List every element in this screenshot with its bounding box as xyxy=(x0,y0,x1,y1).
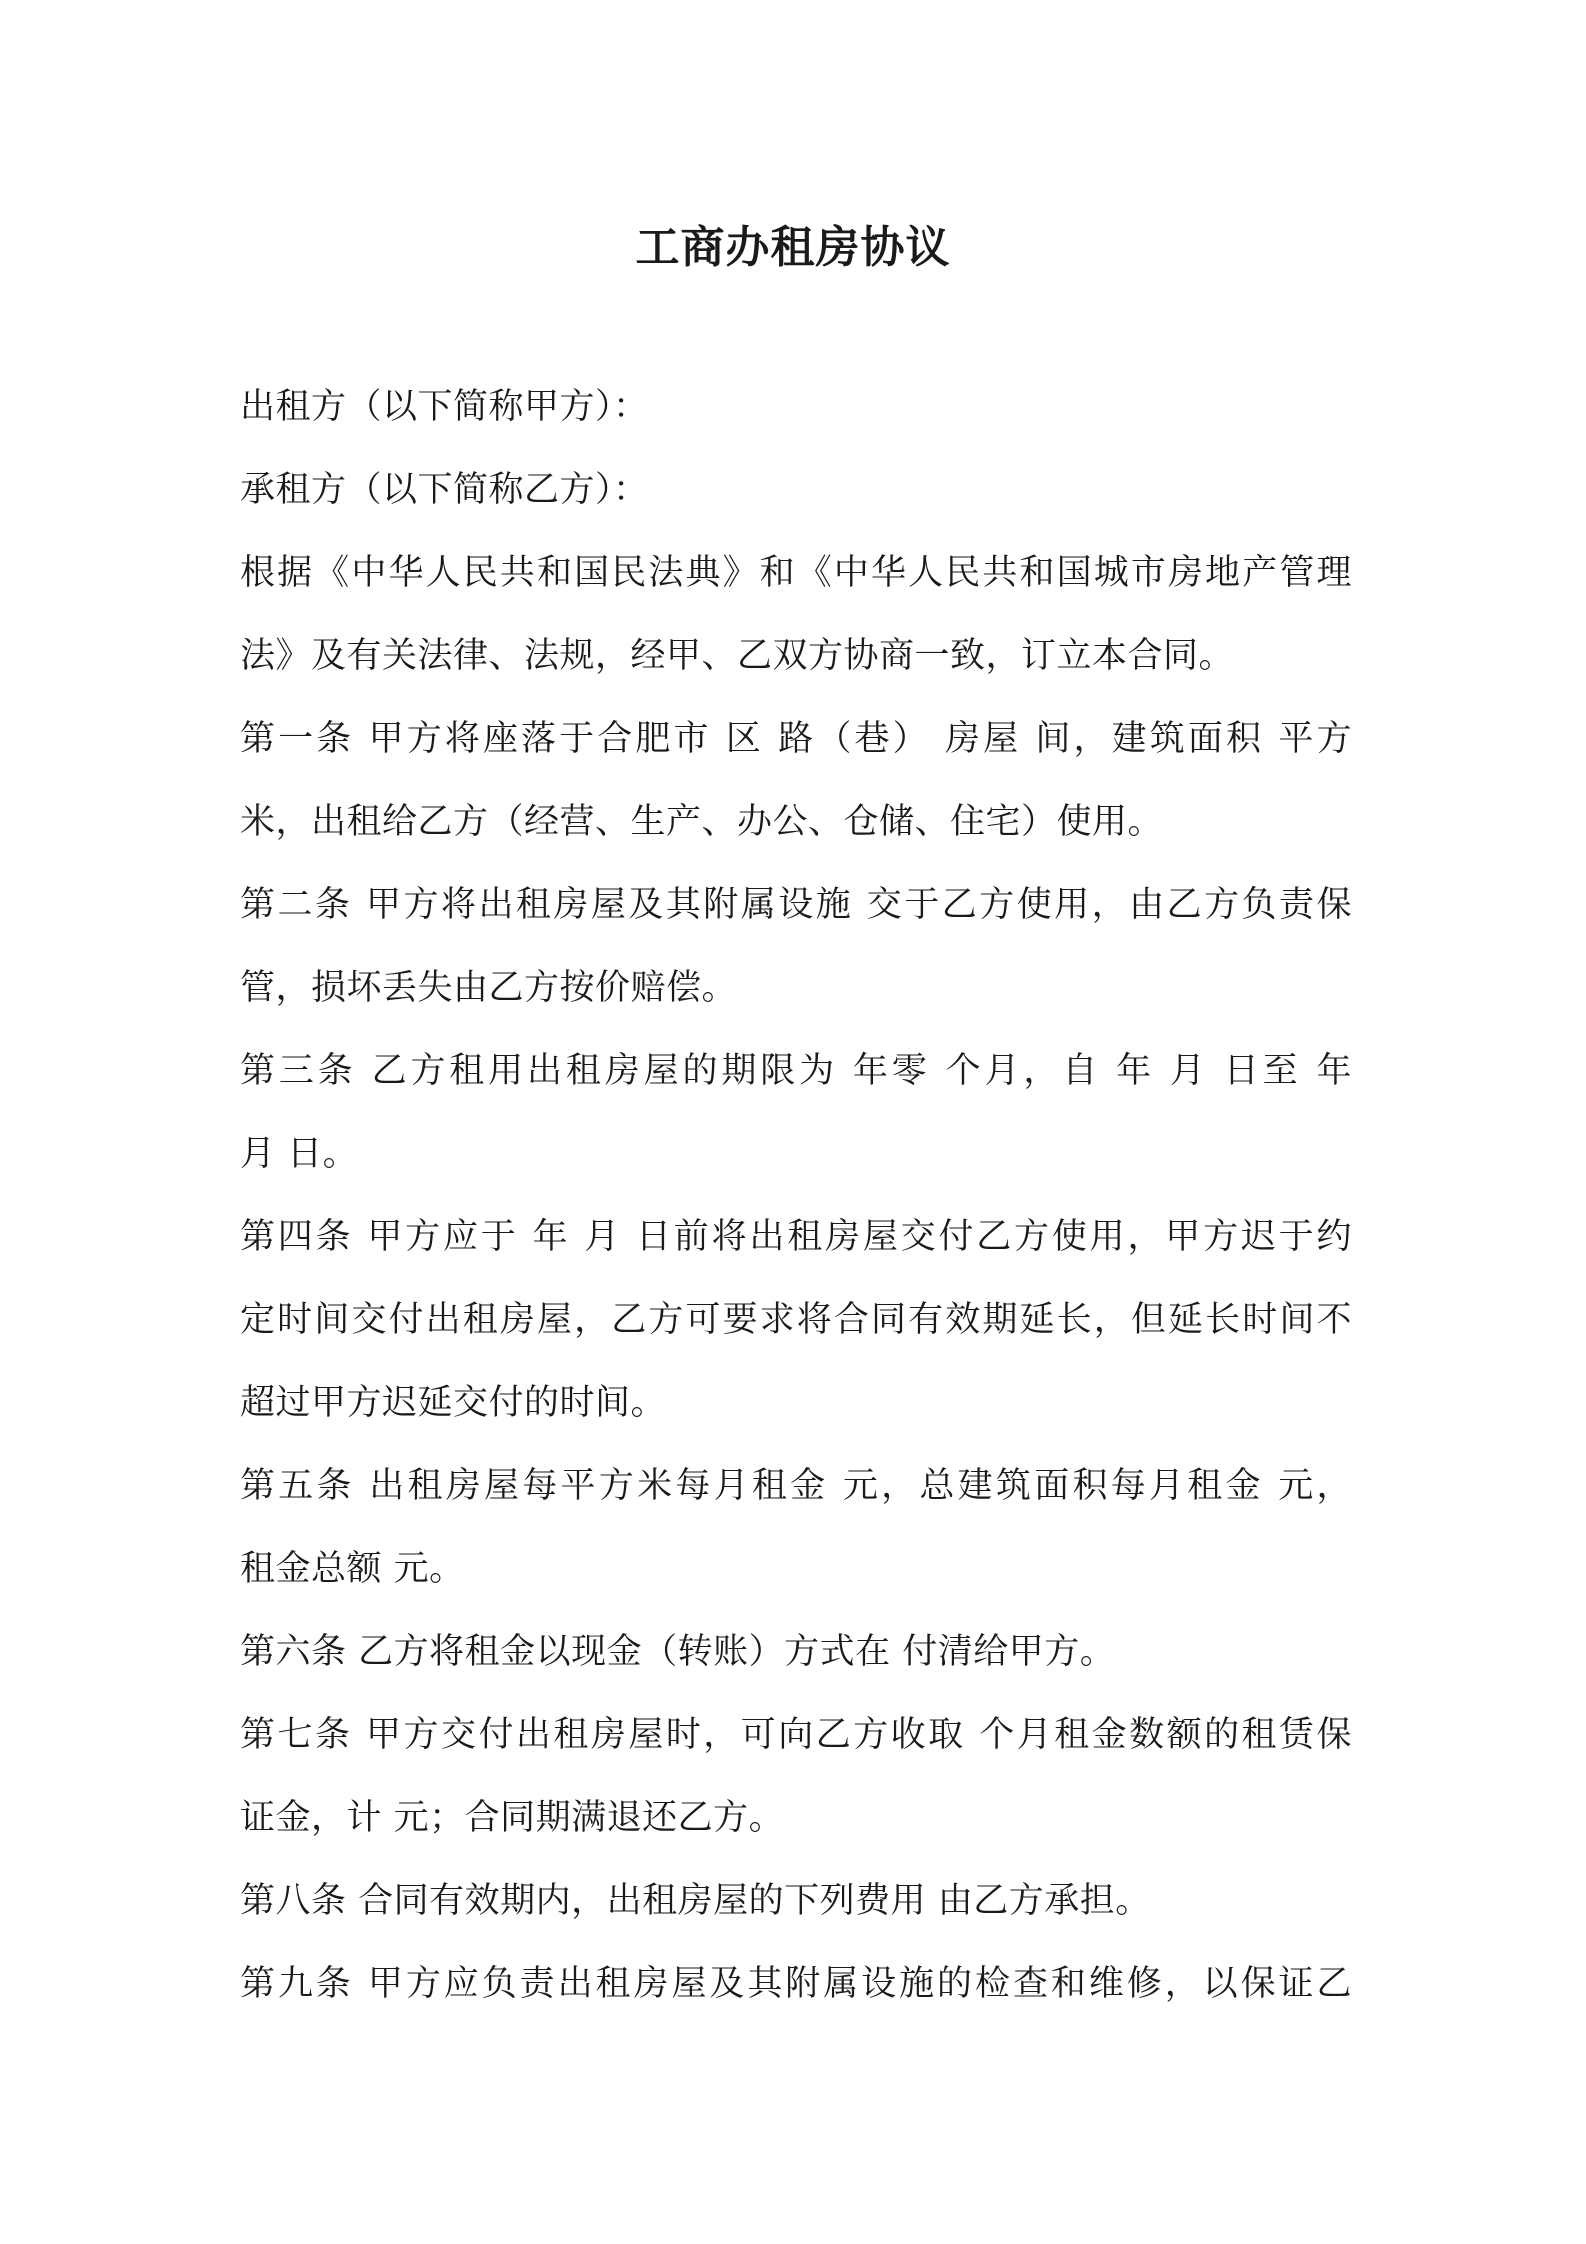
document-title: 工商办租房协议 xyxy=(635,222,951,273)
article-4-line-2: 定时间交付出租房屋，乙方可要求将合同有效期延长，但延长时间不 xyxy=(240,1300,1352,1340)
article-4-line-1: 第四条 甲方应于 年 月 日前将出租房屋交付乙方使用，甲方迟于约 xyxy=(240,1217,1352,1257)
preamble-line-2: 法》及有关法律、法规，经甲、乙双方协商一致，订立本合同。 xyxy=(240,636,1235,676)
article-3-line-1: 第三条 乙方租用出租房屋的期限为 年零 个月，自 年 月 日至 年 xyxy=(240,1051,1352,1091)
preamble-line-1: 根据《中华人民共和国民法典》和《中华人民共和国城市房地产管理 xyxy=(240,553,1352,593)
article-6-line-1: 第六条 乙方将租金以现金（转账）方式在 付清给甲方。 xyxy=(240,1632,1116,1672)
article-5-line-2: 租金总额 元。 xyxy=(240,1549,465,1589)
article-7-line-1: 第七条 甲方交付出租房屋时，可向乙方收取 个月租金数额的租赁保 xyxy=(240,1715,1352,1755)
article-2-line-2: 管，损坏丢失由乙方按价赔偿。 xyxy=(240,968,738,1008)
article-1-line-1: 第一条 甲方将座落于合肥市 区 路（巷） 房屋 间，建筑面积 平方 xyxy=(240,719,1352,759)
party-b-line: 承租方（以下简称乙方）： xyxy=(240,470,649,510)
article-9-line-1: 第九条 甲方应负责出租房屋及其附属设施的检查和维修，以保证乙 xyxy=(240,1964,1352,2004)
party-a-line: 出租方（以下简称甲方）： xyxy=(240,387,649,427)
article-2-line-1: 第二条 甲方将出租房屋及其附属设施 交于乙方使用，由乙方负责保 xyxy=(240,885,1352,925)
article-5-line-1: 第五条 出租房屋每平方米每月租金 元，总建筑面积每月租金 元， xyxy=(240,1466,1352,1506)
article-7-line-2: 证金，计 元；合同期满退还乙方。 xyxy=(240,1798,785,1838)
document-body xyxy=(240,366,1352,2026)
article-8-line-1: 第八条 合同有效期内，出租房屋的下列费用 由乙方承担。 xyxy=(240,1881,1151,1921)
article-4-line-3: 超过甲方迟延交付的时间。 xyxy=(240,1383,667,1423)
article-1-line-2: 米，出租给乙方（经营、生产、办公、仓储、住宅）使用。 xyxy=(240,802,1164,842)
article-3-line-2: 月 日。 xyxy=(240,1134,359,1174)
